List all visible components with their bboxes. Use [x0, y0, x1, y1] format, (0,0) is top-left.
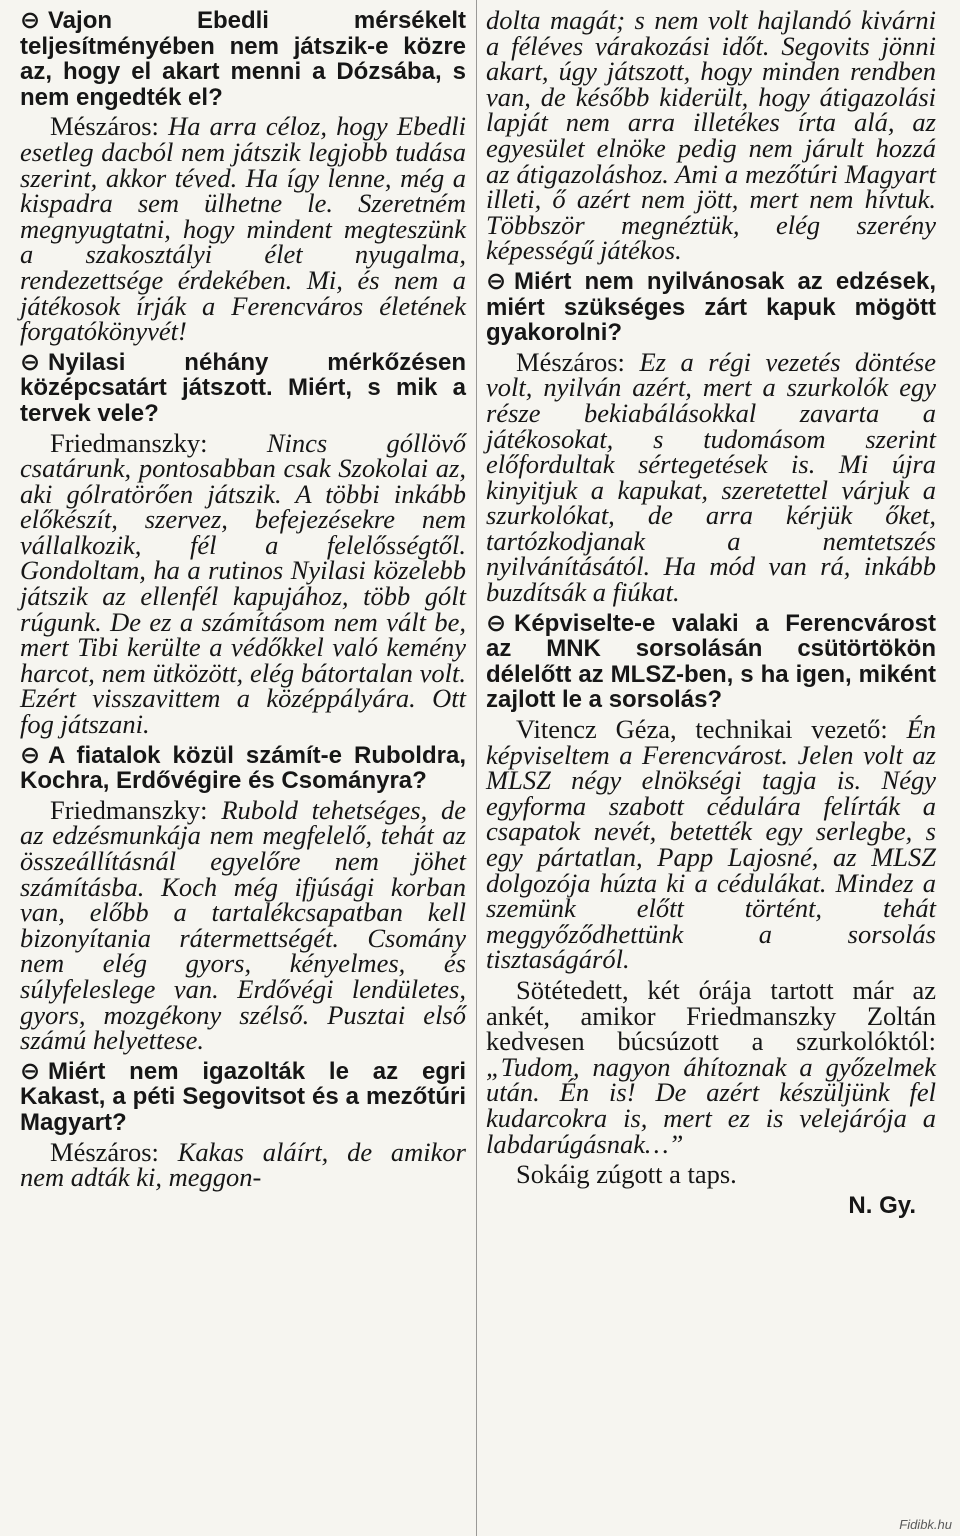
question-6: [486, 611, 936, 713]
answer-4-continued: [486, 5, 936, 266]
question-text: A fiatalok közül számít-e Ruboldra, Kochra, Erdővégire és Csományra?: [20, 741, 466, 795]
question-5: [486, 269, 936, 346]
closing-line: [486, 1159, 936, 1190]
answer-text: Kakas aláírt, de amikor nem adták ki, meggon-: [20, 1136, 466, 1193]
question-3: [20, 743, 466, 794]
question-text: Miért nem igazolták le az egri Kakast, a péti Segovitsot és a mezőtúri Magyart?: [20, 1057, 466, 1136]
question-text: Miért nem nyilvánosak az edzések, miért szükséges zárt kapuk mögött gyakorolni?: [486, 267, 936, 347]
answer-3: [20, 794, 467, 1056]
author-signature: N. Gy.: [848, 1191, 916, 1219]
question-2: [20, 350, 466, 427]
bullet-icon: ⊖: [20, 741, 41, 769]
answer-1: [20, 111, 467, 347]
left-column: [20, 8, 466, 1196]
closing-paragraph: [486, 974, 936, 1159]
answer-text: Nincs góllövő csatárunk, pontosabban csak Szokolai az, aki gólratörően játszik. A többi inkább előkészít, szervez, befejezésekre nem vállalkozik, fél a felelősségtől. Gondoltam, ha a rutinos Nyilasi közelebb játszik az ellenfél kapujához, több gólt rúgunk. De ez a számításom nem vált be, mert Tibi kerülte a védőkkel való kemény harcot, nem ütközött, elég bátortalan volt. Ezért visszavittem a középpályára. Ott fog játszani.: [20, 427, 466, 740]
bullet-icon: ⊖: [20, 7, 41, 34]
speaker-label: Mészáros:: [516, 346, 625, 377]
answer-text: Én képviseltem a Ferencvárost. Jelen volt az MLSZ négy elnökségi tagja is. Négy egyforma szabott cédulára felírták a csapatok nevét, betették egy serlegbe, s egy pártatlan, Papp Lajosné, az MLSZ dolgozója húzta ki a cédulákat. Mindez a szemünk előtt történt, tehát meggyőződhettünk a sorsolás tisztaságáról.: [486, 714, 936, 975]
question-1: [20, 8, 466, 110]
bullet-icon: ⊖: [20, 348, 41, 376]
answer-text: Ha arra céloz, hogy Ebedli esetleg dacból nem játszik legjobb tudása szerint, akkor téved. Ha így lenne, még a kispadra sem ülhetne le. Szeretném megnyugtatni, hogy mindent megteszünk a szakosztályi élet nyugalma, rendezettsége érdekében. Mi, és nem a játékosok írják a Ferencváros életének forgatókönyvét!: [20, 111, 467, 347]
watermark: Fidibk.hu: [899, 1517, 952, 1532]
right-column: [486, 5, 936, 1219]
speaker-label: Mészáros:: [50, 1136, 159, 1167]
answer-2: [20, 427, 466, 740]
answer-text: Rubold tehetséges, de az edzésmunkája nem megfelelő, tehát az összeállításnál egyelőre nem jöhet számításba. Koch még ifjúsági korban van, előbb a tartalékcsapatban kell bizonyítania rátermettségét. Csomány nem elég gyors, kényelmes, és súlyfeleslege van. Erdővégi lendületes, gyors, mozgékony szélső. Pusztai első számú helyettese.: [20, 794, 467, 1056]
speaker-label: Mészáros:: [50, 111, 159, 142]
speaker-label: Vitencz Géza, technikai vezető:: [516, 714, 888, 745]
question-text: Vajon Ebedli mérsékelt teljesítményében nem játszik-e közre az, hogy el akart menni a Dózsába, s nem engedték el?: [20, 7, 466, 111]
speaker-label: Friedmanszky:: [50, 427, 208, 458]
answer-text: Ez a régi vezetés döntése volt, nyilván azért, mert a szurkolók egy része bekiabálásokkal zavarta a játékosokat, s tudomásom szerint előfordultak sértegetések is. Mi újra kinyitjuk a kapukat, szeretettel várjuk a szurkolókat, de arra kérjük őket, tartózkodjanak a nemtetszés nyilvánításától. Ha mód van rá, inkább buzdítsák a fiúkat.: [486, 346, 936, 608]
answer-4: [20, 1136, 466, 1193]
question-4: [20, 1059, 466, 1136]
answer-6: [486, 714, 936, 975]
bullet-icon: ⊖: [20, 1057, 41, 1085]
speaker-label: Friedmanszky:: [50, 794, 208, 825]
question-text: Nyilasi néhány mérkőzésen középcsatárt játszott. Miért, s mik a tervek vele?: [20, 348, 466, 427]
closing-quote: „Tudom, nagyon áhítoznak a győzelmek után. Én is! De azért készüljünk fel kudarcokra is, mert ez is velejárója a labdarúgásnak…”: [486, 1051, 936, 1159]
column-rule: [476, 0, 477, 1536]
answer-5: [486, 346, 936, 608]
bullet-icon: ⊖: [486, 609, 507, 637]
question-text: Képviselte-e valaki a Ferencvárost az MNK sorsolásán csütörtökön délelőtt az MLSZ-ben, s ha igen, miként zajlott le a sorsolás?: [486, 609, 936, 714]
closing-text: Sokáig zúgott a taps.: [516, 1159, 737, 1190]
answer-text: dolta magát; s nem volt hajlandó kivárni a féléves várakozási időt. Segovits jönni akart, úgy játszott, hogy minden rendben van, de később kiderült, hogy átigazolási lapját nem arra illetékes írta alá, az egyesület elnöke pedig nem járult hozzá az átigazoláshoz. Ami a mezőtúri Magyart illeti, ő azért nem jött, mert nem hívtuk. Többször megnéztük, elég szerény képességű játékos.: [486, 5, 936, 266]
closing-text: Sötétedett, két órája tartott már az ankét, amikor Friedmanszky Zoltán kedvesen búcsúzott a szurkolóktól:: [486, 974, 936, 1057]
bullet-icon: ⊖: [486, 267, 507, 295]
